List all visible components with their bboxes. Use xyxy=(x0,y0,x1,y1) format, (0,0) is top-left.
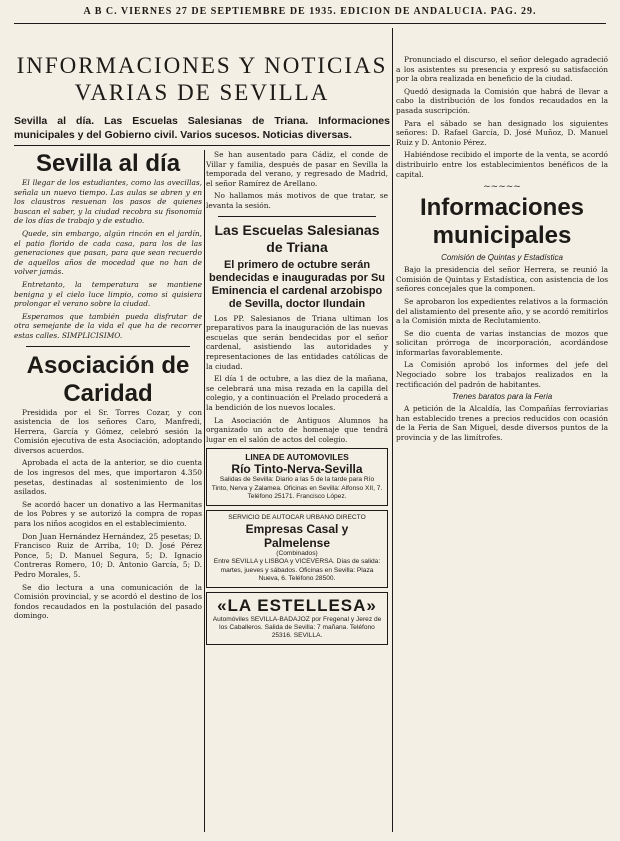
section-sevilla-al-dia-title: Sevilla al día xyxy=(35,150,181,177)
article-paragraph: Bajo la presidencia del señor Herrera, se reunió la Comisión de Quintas y Estadística, con asistencia de los señores concejales que la componen. xyxy=(396,265,608,294)
page-subtitle: Sevilla al día. Las Escuelas Salesianas de Triana. Informaciones municipales y del Gobierno civil. Varios sucesos. Noticias diversas. xyxy=(14,115,390,141)
ad-casal-palmelense xyxy=(206,510,388,588)
section-municipales-title: Informaciones municipales xyxy=(419,194,585,250)
main-title xyxy=(14,52,390,106)
ad-title: LINEA DE AUTOMOVILES xyxy=(245,452,349,463)
ad-title: «LA ESTELLESA» xyxy=(217,595,377,615)
article-paragraph: Se acordó hacer un donativo a las Hermanitas de los Pobres y se autorizó la compra de ropas para los niños acogidos en el establecimiento. xyxy=(14,499,202,529)
ad-text: Salidas de Sevilla: Diario a las 5 de la tarde para Río Tinto, Nerva y Zalamea. Oficinas en Sevilla: Alfonso XII, 7. xyxy=(211,476,383,492)
section-divider xyxy=(218,216,376,217)
ad-text: Entre SEVILLA y LISBOA y VICEVERSA. Días de salida: martes, jueves y sábados. Oficinas en Sevilla: Plaza Nueva, 6. Teléfono 28500. xyxy=(213,558,381,583)
article-paragraph: Quedó designada la Comisión que habrá de llevar a cabo la distribución de los fondos recaudados en la pasada suscripción. xyxy=(396,86,608,115)
column-rule-left xyxy=(204,150,205,832)
article-paragraph: El llegar de los estudiantes, como las avecillas, señala un nuevo tiempo. Las aulas se abren y en los claustros resuenan los pasos de quienes buscan el saber, y la ciudad recobra su fisonomía de los días de trabajo y de estudio. xyxy=(14,178,202,226)
ad-la-estellesa xyxy=(206,592,388,645)
article-paragraph: La Comisión aprobó los informes del jefe del Negociado sobre los trabajos realizados en la rectificación del padrón de habitantes. xyxy=(396,360,608,389)
ad-small: SERVICIO DE AUTOCAR URBANO DIRECTO xyxy=(228,513,366,521)
subsection-quintas-title: Comisión de Quintas y Estadística xyxy=(441,253,563,263)
ad-text: Automóviles SEVILLA-BADAJOZ por Fregenal y Jerez de los Caballeros. Salida de Sevilla: 7 mañana. Teléfono 25316. SEVILLA. xyxy=(212,615,382,640)
ornament-divider: ~~~~~ xyxy=(483,182,521,193)
title-rule xyxy=(14,145,390,146)
main-title-line1: INFORMACIONES Y NOTICIAS xyxy=(16,53,388,78)
article-paragraph: Don Juan Hernández Hernández, 25 pesetas; D. Francisco Ruiz de Arriba, 10; D. José Pérez Ponce, 5; D. Manuel Segura, 5; D. Ignacio Contreras Romero, 10; D. Antonio García, 5; D. Pedro Morales, 5. xyxy=(14,531,202,579)
ad-route: Río Tinto-Nerva-Sevilla xyxy=(231,462,363,477)
article-paragraph: Pronunciado el discurso, el señor delegado agradeció a los asistentes su presencia y expresó su satisfacción por la obra realizada en beneficio de la ciudad. xyxy=(396,55,608,84)
article-paragraph: Entretanto, la temperatura se mantiene benigna y el cielo luce limpio, como si quisiera prolongar el verano sobre la ciudad. xyxy=(14,279,202,309)
right-column xyxy=(396,55,608,830)
escuelas-headline: El primero de octubre serán bendecidas e inauguradas por Su Eminencia el cardenal arzobispo de Sevilla, doctor Ilundain xyxy=(208,258,386,310)
ad-sub: (Combinados) xyxy=(276,549,318,557)
running-head: A B C. VIERNES 27 DE SEPTIEMBRE DE 1935. EDICION DE ANDALUCIA. PAG. 29. xyxy=(83,6,537,17)
article-paragraph: Se dio cuenta de varias instancias de mozos que solicitan prórroga de incorporación, acordándose informarlas favorablemente. xyxy=(396,328,608,357)
article-paragraph: No hallamos más motivos de que tratar, se levanta la sesión. xyxy=(206,191,388,210)
section-escuelas-title: Las Escuelas Salesianas de Triana xyxy=(214,221,380,255)
section-divider xyxy=(26,346,190,347)
center-column xyxy=(206,150,388,830)
article-paragraph: Se han ausentado para Cádiz, el conde de Villar y familia, después de pasar en Sevilla la temporada del verano, y regresado de Madrid, el señor Ramírez de Arellano. xyxy=(206,150,388,188)
left-column xyxy=(14,150,202,830)
article-paragraph: Para el sábado se han designado los siguientes señores: D. Rafael García, D. José Muñoz, D. Manuel Ruiz y D. Antonio Pérez. xyxy=(396,118,608,147)
section-asociacion-title: Asociación de Caridad xyxy=(26,351,190,407)
ad-contact: Teléfono 25171. Francisco López. xyxy=(247,493,347,501)
article-paragraph: Habiéndose recibido el importe de la venta, se acordó distribuirlo entre los establecimientos benéficos de la capital. xyxy=(396,150,608,179)
subsection-trenes-title: Trenes baratos para la Feria xyxy=(451,392,553,402)
ad-linea-automoviles xyxy=(206,448,388,505)
article-paragraph: Se dio lectura a una comunicación de la Comisión provincial, y se acordó el destino de los fondos recaudados en la postulación del pasado domingo. xyxy=(14,582,202,621)
main-title-line2: VARIAS DE SEVILLA xyxy=(74,80,330,105)
article-paragraph: Se aprobaron los expedientes relativos a la formación del alistamiento del presente año, y se acordó remitirlos a la Comisión mixta de Reclutamiento. xyxy=(396,296,608,326)
article-paragraph: A petición de la Alcaldía, las Compañías ferroviarias han establecido trenes a precios reducidos con ocasión de la Feria de San Miguel, desde diversos puntos de la provincia y de las limítrofes. xyxy=(396,404,608,443)
article-paragraph: Esperamos que también pueda disfrutar de otra semejante de la vida el que ha de recorrer estas calles. SIMPLICISIMO. xyxy=(14,311,202,340)
ad-title: Empresas Casal y Palmelense xyxy=(245,521,349,550)
header-rule xyxy=(14,23,606,24)
article-paragraph: Presidida por el Sr. Torres Cozar, y con asistencia de los señores Caro, Manfredi, Herrera, García y Gómez, celebró sesión la Comisión ejecutiva de esta Asociación, adoptando diversos acuerdos. xyxy=(14,407,202,455)
article-paragraph: Quede, sin embargo, algún rincón en el jardín, el patio florido de cada casa, para los de las generaciones que pasan, para que sean recuerdo de aquellos años de mocedad que no han de volver jamás. xyxy=(14,228,202,277)
article-paragraph: La Asociación de Antiguos Alumnos ha organizado un acto de homenaje que tendrá lugar en el salón de actos del colegio. xyxy=(206,415,388,444)
article-paragraph: Los PP. Salesianos de Triana ultiman los preparativos para la inauguración de las nuevas escuelas que serán bendecidas por el señor cardenal, asistiendo las autoridades y representaciones de las entidades católicas de la ciudad. xyxy=(206,313,388,371)
column-rule-right xyxy=(392,28,393,832)
article-paragraph: Aprobada el acta de la anterior, se dio cuenta de los ingresos del mes, que importaron 4.350 pesetas, destinadas al sostenimiento de los asilados. xyxy=(14,458,202,497)
article-paragraph: El día 1 de octubre, a las diez de la mañana, se celebrará una misa rezada en la capilla del colegio, y a continuación el Prelado procederá a la bendición de los nuevos locales. xyxy=(206,374,388,412)
